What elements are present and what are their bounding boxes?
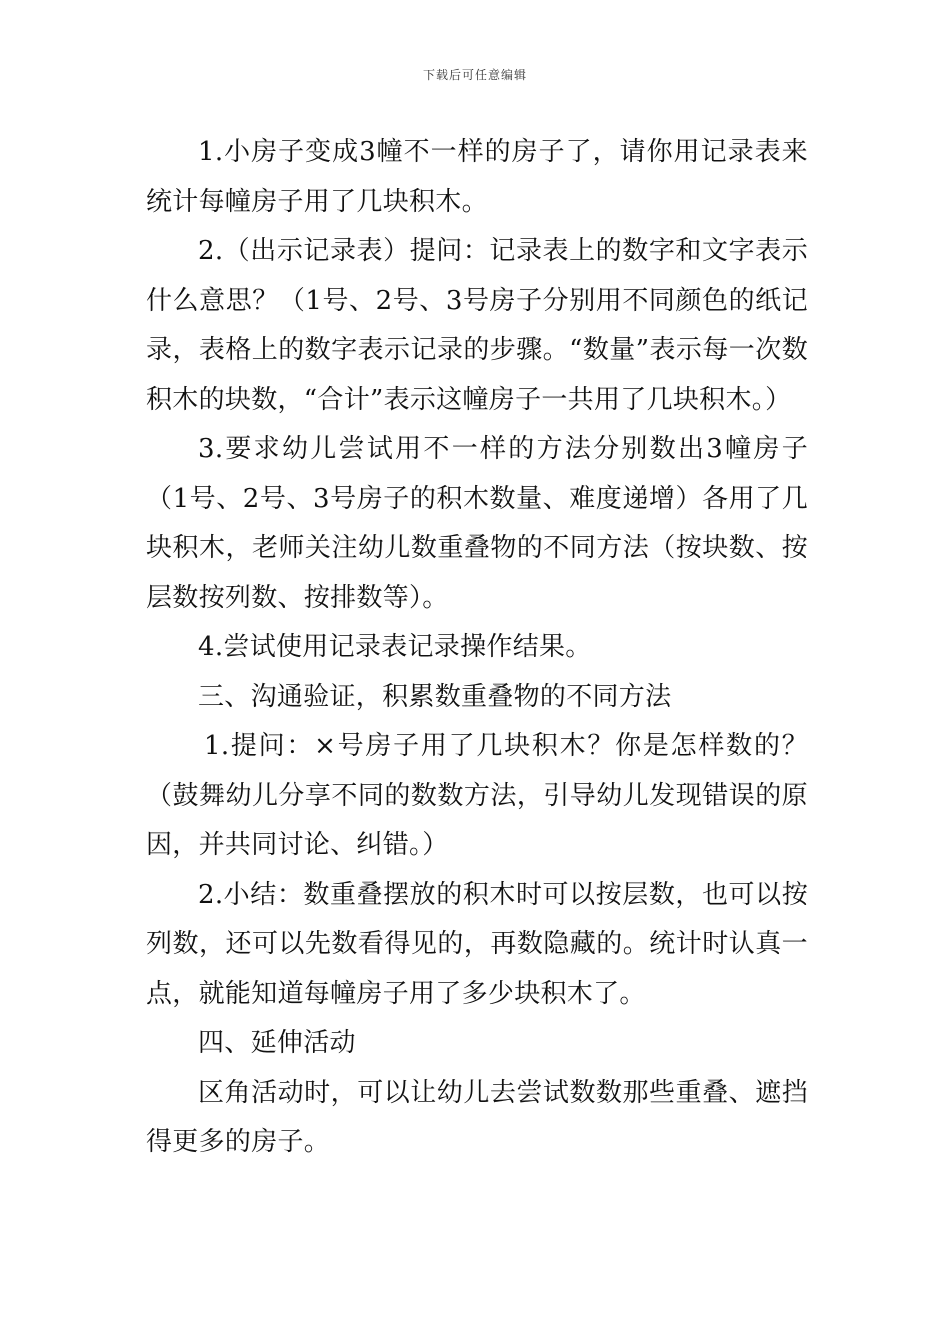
document-body	[146, 128, 808, 1168]
section-heading-3: 三、沟通验证，积累数重叠物的不同方法	[198, 681, 672, 712]
paragraph-extension: 区角活动时，可以让幼儿去尝试数数那些重叠、遮挡得更多的房子。	[146, 1077, 808, 1157]
paragraph-summary: 2.小结：数重叠摆放的积木时可以按层数，也可以按列数，还可以先数看得见的，再数隐藏的。统计时认真一点，就能知道每幢房子用了多少块积木了。	[146, 879, 808, 1009]
section-heading-4: 四、延伸活动	[198, 1028, 356, 1058]
paragraph-step-3: 3.要求幼儿尝试用不一样的方法分别数出3幢房子（1号、2号、3号房子的积木数量、难度递增）各用了几块积木，老师关注幼儿数重叠物的不同方法（按块数、按层数按列数、按排数等）。	[146, 434, 808, 613]
paragraph-question: 1.提问：×号房子用了几块积木？你是怎样数的？（鼓舞幼儿分享不同的数数方法，引导幼儿发现错误的原因，并共同讨论、纠错。）	[146, 731, 808, 860]
page-header-note: 下载后可任意编辑	[422, 68, 527, 82]
paragraph-step-2: 2.（出示记录表）提问：记录表上的数字和文字表示什么意思？（1号、2号、3号房子分别用不同颜色的纸记录，表格上的数字表示记录的步骤。“数量”表示每一次数积木的块数，“合计”表示这幢房子一共用了几块积木。）	[146, 236, 808, 415]
paragraph-step-4: 4.尝试使用记录表记录操作结果。	[198, 632, 592, 662]
paragraph-step-1: 1.小房子变成3幢不一样的房子了，请你用记录表来统计每幢房子用了几块积木。	[146, 137, 808, 217]
